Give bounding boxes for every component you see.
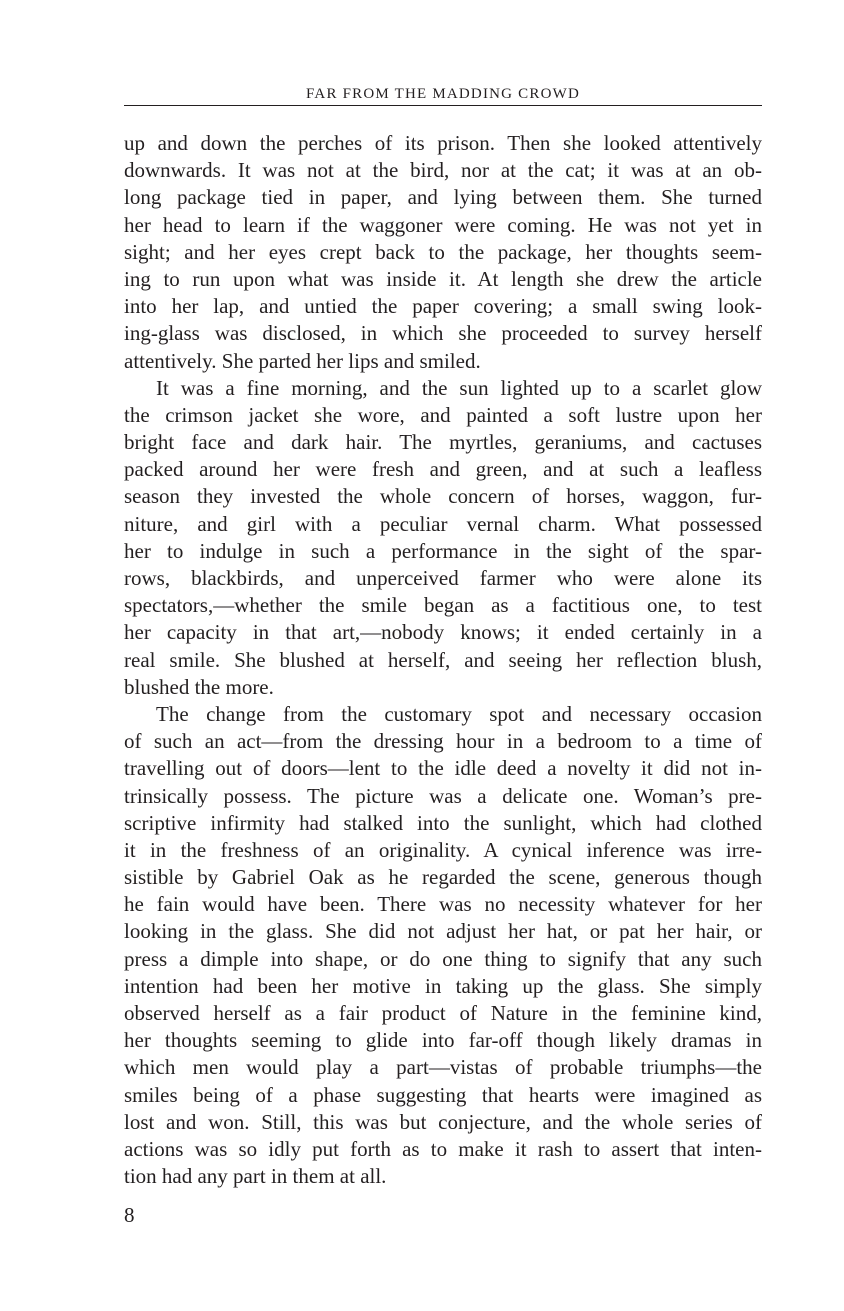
text-line: her capacity in that art,—nobody knows; it ended certainly in a — [124, 620, 762, 645]
text-line: intention had been her motive in taking up the glass. She simply — [124, 973, 762, 998]
text-line: ing to run upon what was inside it. At length she drew the article — [124, 266, 762, 291]
text-line: up and down the perches of its prison. Then she looked attentively — [124, 131, 762, 155]
text-line: tion had any part in them at all. — [124, 1164, 387, 1189]
text-line: it in the freshness of an originality. A cynical inference was irre- — [124, 837, 762, 862]
paragraph-1 — [124, 130, 762, 375]
text-line: real smile. She blushed at herself, and seeing her reflection blush, — [124, 647, 762, 672]
text-line: her thoughts seeming to glide into far-off though likely dramas in — [124, 1028, 762, 1053]
header-rule — [124, 105, 762, 106]
text-line: rows, blackbirds, and unperceived farmer who were alone its — [124, 566, 762, 590]
paragraph-2 — [124, 375, 762, 701]
text-line: her head to learn if the waggoner were coming. He was not yet in — [124, 212, 762, 237]
text-line: he fain would have been. There was no necessity whatever for her — [124, 892, 762, 917]
text-line: lost and won. Still, this was but conjecture, and the whole series of — [124, 1109, 762, 1134]
text-line: sight; and her eyes crept back to the package, her thoughts seem- — [124, 239, 762, 264]
text-line: It was a fine morning, and the sun lighted up to a scarlet glow — [156, 375, 762, 400]
text-line: the crimson jacket she wore, and painted a soft lustre upon her — [124, 402, 762, 427]
text-line: observed herself as a fair product of Nature in the feminine kind, — [124, 1001, 762, 1025]
text-line: spectators,—whether the smile began as a factitious one, to test — [124, 593, 762, 618]
text-line: downwards. It was not at the bird, nor at the cat; it was at an ob- — [124, 158, 762, 183]
body-text — [124, 130, 762, 1190]
book-page — [124, 84, 762, 1229]
text-line: niture, and girl with a peculiar vernal charm. What possessed — [124, 511, 762, 536]
paragraph-3 — [124, 701, 762, 1190]
text-line: travelling out of doors—lent to the idle deed a novelty it did not in- — [124, 756, 762, 781]
text-line: season they invested the whole concern of horses, waggon, fur- — [124, 484, 762, 509]
text-line: scriptive infirmity had stalked into the sunlight, which had clothed — [124, 810, 762, 835]
text-line: long package tied in paper, and lying between them. She turned — [124, 185, 762, 210]
text-line: which men would play a part—vistas of probable triumphs—the — [124, 1055, 762, 1080]
text-line: bright face and dark hair. The myrtles, geraniums, and cactuses — [124, 430, 762, 455]
text-line: trinsically possess. The picture was a delicate one. Woman’s pre- — [124, 783, 762, 808]
text-line: ing-glass was disclosed, in which she proceeded to survey herself — [124, 321, 762, 346]
text-line: actions was so idly put forth as to make it rash to assert that inten- — [124, 1136, 762, 1161]
running-head: FAR FROM THE MADDING CROWD — [306, 86, 580, 102]
text-line: looking in the glass. She did not adjust her hat, or pat her hair, or — [124, 919, 762, 944]
text-line: press a dimple into shape, or do one thing to signify that any such — [124, 946, 762, 971]
text-line: her to indulge in such a performance in the sight of the spar- — [124, 538, 762, 563]
text-line: packed around her were fresh and green, and at such a leafless — [124, 457, 762, 482]
text-line: attentively. She parted her lips and smiled. — [124, 348, 481, 373]
text-line: The change from the customary spot and necessary occasion — [156, 701, 762, 726]
text-line: into her lap, and untied the paper covering; a small swing look- — [124, 294, 762, 319]
text-line: smiles being of a phase suggesting that hearts were imagined as — [124, 1082, 762, 1107]
text-line: of such an act—from the dressing hour in a bedroom to a time of — [124, 729, 762, 754]
text-line: blushed the more. — [124, 674, 274, 699]
page-number: 8 — [124, 1203, 135, 1228]
text-line: sistible by Gabriel Oak as he regarded the scene, generous though — [124, 865, 762, 890]
